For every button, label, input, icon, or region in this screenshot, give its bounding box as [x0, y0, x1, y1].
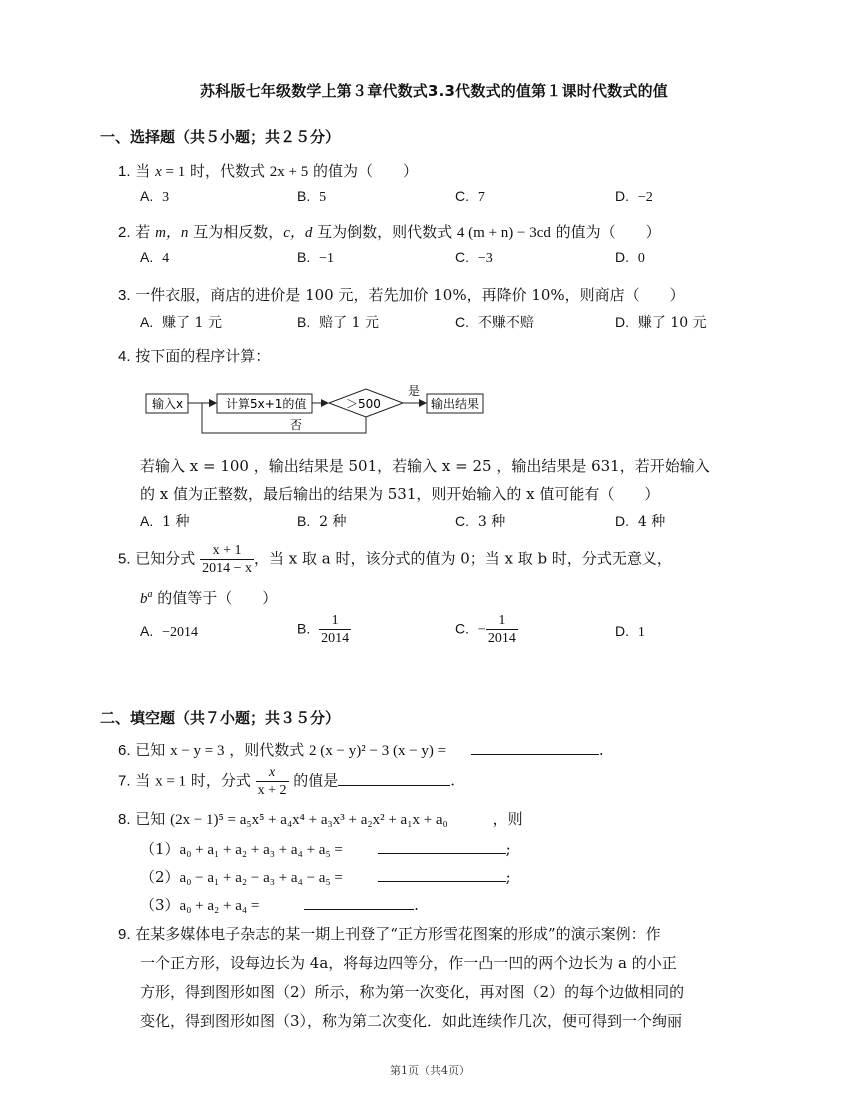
- question-number: 1.: [118, 163, 131, 180]
- q3-option-b[interactable]: B. 赔了 1 元: [297, 314, 379, 331]
- q5-option-d[interactable]: D. 1: [615, 623, 645, 640]
- flow-input-label: 输入x: [152, 397, 184, 411]
- flow-yes-label: 是: [408, 384, 421, 398]
- q1-option-b[interactable]: B. 5: [297, 188, 327, 205]
- question-number: 9.: [118, 926, 131, 943]
- question-expression: 2x + 5: [269, 164, 309, 180]
- question-8-part-1: （1）a₀ + a₁ + a₂ + a₃ + a₄ + a₅ = ;: [140, 840, 511, 858]
- q1-option-d[interactable]: D. −2: [615, 188, 653, 205]
- question-6: 6. 已知 x − y = 3 ，则代数式 2 (x − y)² − 3 (x − y) = .: [118, 741, 604, 759]
- page-footer: 第1页（共4页）: [390, 1064, 470, 1077]
- q2-option-a[interactable]: A. 4: [140, 249, 170, 266]
- question-8-part-2: （2）a₀ − a₁ + a₂ − a₃ + a₄ − a₅ = ;: [140, 868, 511, 886]
- q3-option-c[interactable]: C. 不赚不赔: [455, 314, 534, 331]
- flow-output-label: 输出结果: [431, 397, 480, 411]
- question-9-line: 一个正方形，设每边长为 4a，将每边四等分，作一凸一凹的两个边长为 a 的小正: [140, 954, 677, 972]
- q5-option-c[interactable]: C. − $\frac{1}{2014}$: [455, 613, 516, 646]
- q5-option-b[interactable]: B. $\frac{1}{2014}$: [297, 613, 350, 646]
- question-4: 4. 按下面的程序计算：: [118, 347, 271, 365]
- question-5-line-2: $b^a$ 的值等于（ ）: [140, 589, 278, 607]
- page-title: 苏科版七年级数学上第３章代数式3.3代数式的值第１课时代数式的值: [200, 82, 668, 100]
- question-4-text-line: 若输入 x = 100 ，输出结果是 501，若输入 x = 25 ，输出结果是 631，若开始输入: [140, 457, 710, 475]
- question-number: 2.: [118, 224, 131, 241]
- question-number: 3.: [118, 287, 131, 304]
- q1-option-a[interactable]: A. 3: [140, 188, 170, 205]
- q2-option-c[interactable]: C. −3: [455, 249, 493, 266]
- question-3: 3. 一件衣服，商店的进价是 100 元，若先加价 10%，再降价 10%，则商店（ ）: [118, 286, 685, 304]
- question-expression: 4 (m + n) − 3cd: [456, 225, 551, 241]
- flow-no-label: 否: [290, 418, 303, 432]
- question-2: 2. 若 m，n 互为相反数，c，d 互为倒数，则代数式 4 (m + n) − 3cd 的值为（ ）: [118, 223, 661, 241]
- q5-option-a[interactable]: A. −2014: [140, 623, 199, 640]
- question-9-line: 方形，得到图形如图（2）所示，称为第一次变化，再对图（2）的每个边做相同的: [140, 983, 685, 1001]
- answer-blank[interactable]: [471, 754, 599, 755]
- question-number: 6.: [118, 742, 131, 759]
- question-4-text-line: 的 x 值为正整数，最后输出的结果为 531，则开始输入的 x 值可能有（ ）: [140, 485, 660, 503]
- q4-option-d[interactable]: D. 4 种: [615, 513, 666, 530]
- q4-option-b[interactable]: B. 2 种: [297, 513, 347, 530]
- question-9: 9. 在某多媒体电子杂志的某一期上刊登了“正方形雪花图案的形成”的演示案例：作: [118, 925, 661, 943]
- q1-option-c[interactable]: C. 7: [455, 188, 485, 205]
- question-8-part-3: （3）a₀ + a₂ + a₄ = .: [140, 896, 419, 914]
- question-7: 7. 当 x = 1 时，分式 $\frac{x}{x + 2}$ 的值是 .: [118, 765, 456, 798]
- q3-option-d[interactable]: D. 赚了 10 元: [615, 314, 707, 331]
- fraction: $\frac{x + 1}{2014 - x}$: [202, 543, 252, 576]
- flowchart-diagram: [140, 378, 500, 440]
- question-8: 8. 已知 (2x − 1)⁵ = a₅x⁵ + a₄x⁴ + a₃x³ + a₂x² + a₁x + a₀ ，则: [118, 810, 523, 828]
- question-9-line: 变化，得到图形如图（3），称为第二次变化．如此连续作几次，便可得到一个绚丽: [140, 1012, 683, 1030]
- flow-compute-label: 计算5x+1的值: [226, 397, 307, 411]
- question-number: 5.: [118, 550, 131, 568]
- q4-option-c[interactable]: C. 3 种: [455, 513, 506, 530]
- q2-option-d[interactable]: D. 0: [615, 249, 645, 266]
- flow-decision-label: ＞500: [346, 397, 381, 411]
- answer-blank[interactable]: [338, 785, 450, 786]
- question-1: 1. 当 x = 1 时，代数式 2x + 5 的值为（ ）: [118, 162, 419, 180]
- q3-option-a[interactable]: A. 赚了 1 元: [140, 314, 222, 331]
- fraction: $\frac{x}{x + 2}$: [257, 765, 287, 798]
- answer-blank[interactable]: [304, 909, 414, 910]
- question-number: 7.: [118, 772, 131, 790]
- question-number: 8.: [118, 811, 131, 828]
- q2-option-b[interactable]: B. −1: [297, 249, 335, 266]
- section-heading-choice: 一、选择题（共５小题；共２５分）: [100, 128, 341, 146]
- question-number: 4.: [118, 348, 131, 365]
- answer-blank[interactable]: [378, 853, 506, 854]
- question-5: 5. 已知分式 $\frac{x + 1}{2014 - x}$ ，当 x 取 a 时，该分式的值为 0；当 x 取 b 时，分式无意义，: [118, 543, 672, 576]
- q4-option-a[interactable]: A. 1 种: [140, 513, 190, 530]
- section-heading-fill: 二、填空题（共７小题；共３５分）: [100, 709, 341, 727]
- answer-blank[interactable]: [378, 881, 506, 882]
